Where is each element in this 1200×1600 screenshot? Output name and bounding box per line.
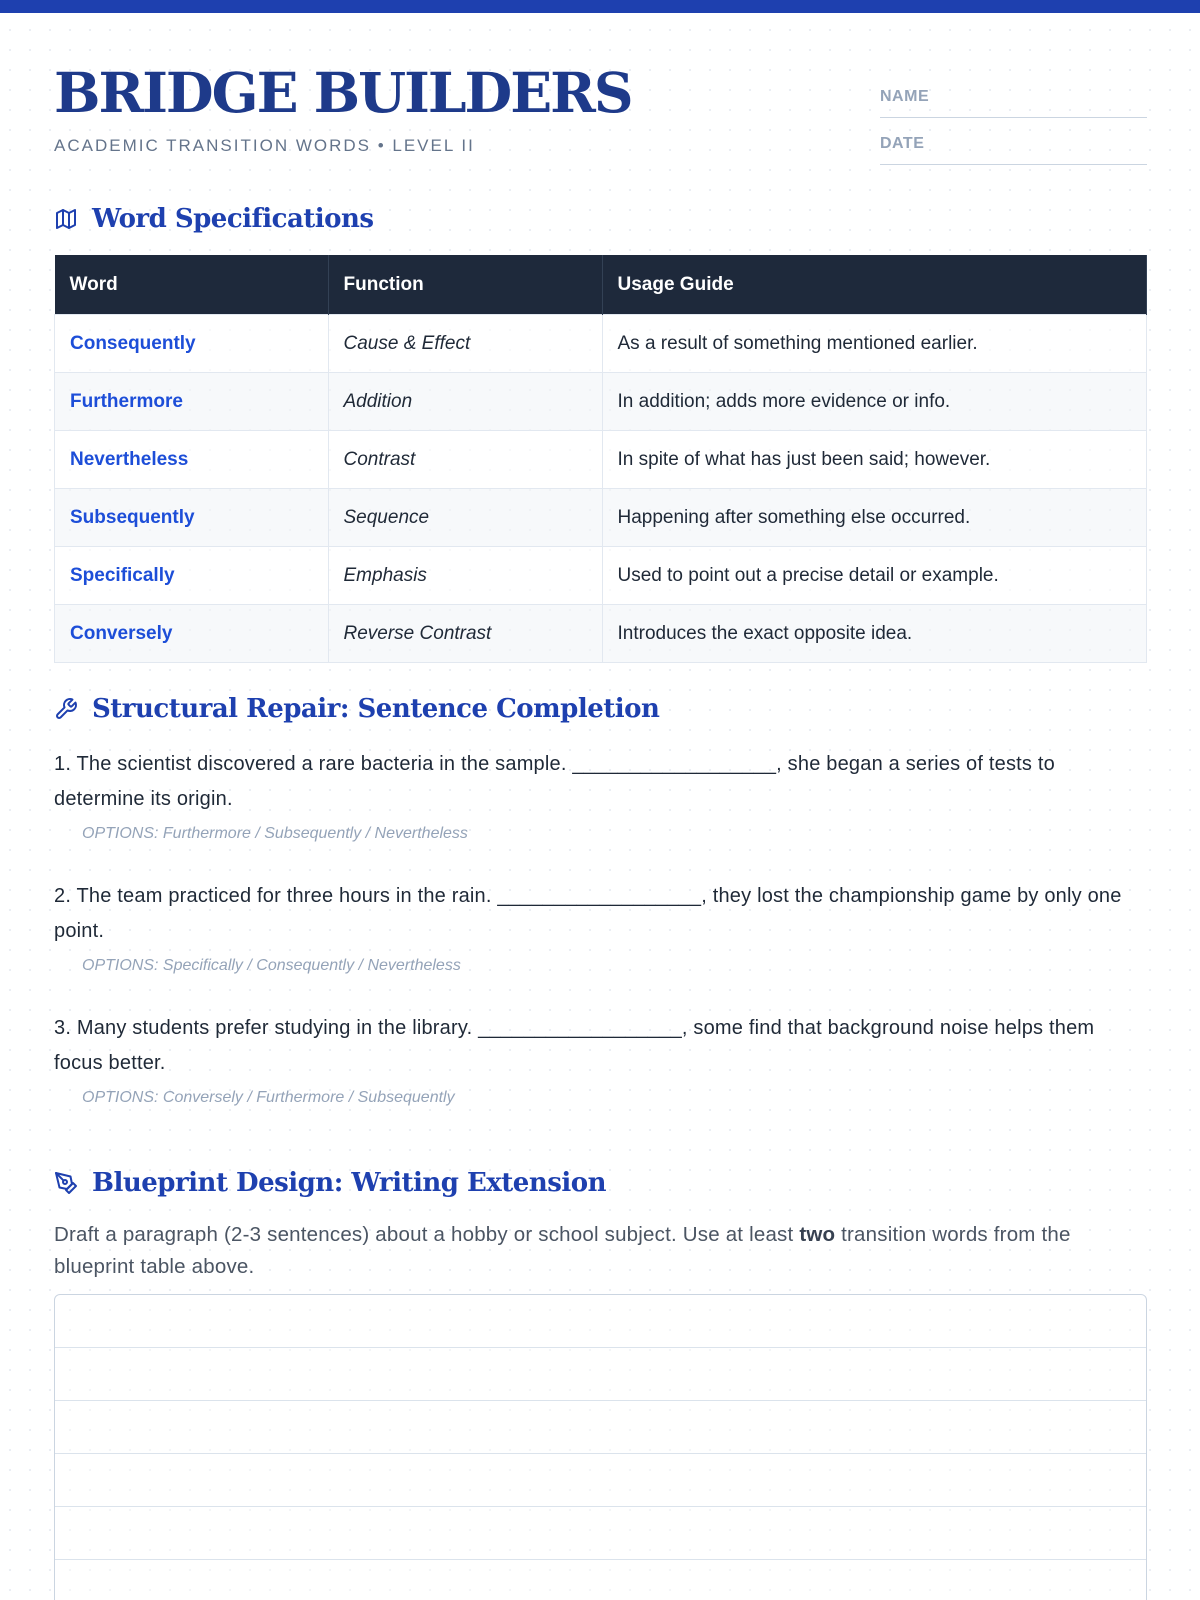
- writing-area[interactable]: [54, 1294, 1147, 1600]
- blueprint-section-title: Blueprint Design: Writing Extension: [92, 1168, 607, 1198]
- header-word: Word: [55, 255, 329, 315]
- prompt-text: Draft a paragraph (2-3 sentences) about a hobby or school subject. Use at least: [54, 1223, 800, 1246]
- usage-cell: Happening after something else occurred.: [602, 489, 1147, 547]
- repair-section-heading: [54, 691, 1147, 727]
- writing-line: [55, 1348, 1146, 1401]
- word-cell: Furthermore: [55, 373, 329, 431]
- writing-line: [55, 1507, 1146, 1560]
- table-row: [55, 373, 1147, 431]
- table-row: [55, 547, 1147, 605]
- header-usage: Usage Guide: [602, 255, 1147, 315]
- writing-prompt: [54, 1219, 1147, 1283]
- function-cell: Reverse Contrast: [328, 605, 602, 663]
- date-field[interactable]: [880, 120, 1147, 165]
- word-cell: Specifically: [55, 547, 329, 605]
- function-cell: Addition: [328, 373, 602, 431]
- exercise-3: [54, 1011, 1147, 1109]
- repair-section-title: Structural Repair: Sentence Completion: [92, 694, 660, 724]
- name-field[interactable]: [880, 73, 1147, 118]
- specs-section-title: Word Specifications: [92, 204, 374, 234]
- word-cell: Consequently: [55, 315, 329, 373]
- usage-cell: In addition; adds more evidence or info.: [602, 373, 1147, 431]
- date-label: DATE: [880, 135, 925, 152]
- table-row: [55, 315, 1147, 373]
- function-cell: Sequence: [328, 489, 602, 547]
- function-cell: Contrast: [328, 431, 602, 489]
- function-cell: Emphasis: [328, 547, 602, 605]
- exercise-text: 1. The scientist discovered a rare bacteria in the sample. __________________, she began a series of tests to determine its origin.: [54, 753, 1055, 810]
- usage-cell: Used to point out a precise detail or example.: [602, 547, 1147, 605]
- word-cell: Conversely: [55, 605, 329, 663]
- exercise-text: 2. The team practiced for three hours in the rain. __________________, they lost the championship game by only one point.: [54, 885, 1122, 942]
- worksheet-page: [54, 13, 1147, 1283]
- usage-cell: As a result of something mentioned earlier.: [602, 315, 1147, 373]
- exercise-2: [54, 879, 1147, 977]
- prompt-text-end: transition words from the blueprint table above.: [54, 1223, 1071, 1278]
- blueprint-section-heading: [54, 1165, 1147, 1201]
- pen-tool-icon: [54, 1171, 78, 1195]
- writing-line: [55, 1454, 1146, 1507]
- function-cell: Cause & Effect: [328, 315, 602, 373]
- word-cell: Nevertheless: [55, 431, 329, 489]
- writing-line: [55, 1401, 1146, 1454]
- top-accent-bar: [0, 0, 1200, 13]
- map-icon: [54, 207, 78, 231]
- wrench-icon: [54, 697, 78, 721]
- exercise-options: OPTIONS: Conversely / Furthermore / Subsequently: [82, 1089, 455, 1106]
- header-function: Function: [328, 255, 602, 315]
- table-header-row: [55, 255, 1147, 315]
- prompt-emphasis: two: [799, 1223, 836, 1246]
- writing-line: [55, 1560, 1146, 1600]
- usage-cell: Introduces the exact opposite idea.: [602, 605, 1147, 663]
- table-row: [55, 489, 1147, 547]
- writing-line: [55, 1295, 1146, 1348]
- specs-section-heading: [54, 201, 1147, 237]
- worksheet-header: [54, 13, 1147, 163]
- worksheet-title: BRIDGE BUILDERS: [54, 60, 632, 125]
- exercise-options: OPTIONS: Specifically / Consequently / Nevertheless: [82, 957, 461, 974]
- worksheet-subtitle: ACADEMIC TRANSITION WORDS • LEVEL II: [54, 136, 475, 155]
- exercise-options: OPTIONS: Furthermore / Subsequently / Nevertheless: [82, 825, 468, 842]
- word-spec-table: [54, 255, 1147, 663]
- student-fields: [880, 73, 1147, 167]
- table-row: [55, 605, 1147, 663]
- word-cell: Subsequently: [55, 489, 329, 547]
- name-label: NAME: [880, 88, 930, 105]
- table-row: [55, 431, 1147, 489]
- exercise-text: 3. Many students prefer studying in the library. __________________, some find that background noise helps them focus better.: [54, 1017, 1095, 1074]
- exercise-1: [54, 747, 1147, 845]
- usage-cell: In spite of what has just been said; however.: [602, 431, 1147, 489]
